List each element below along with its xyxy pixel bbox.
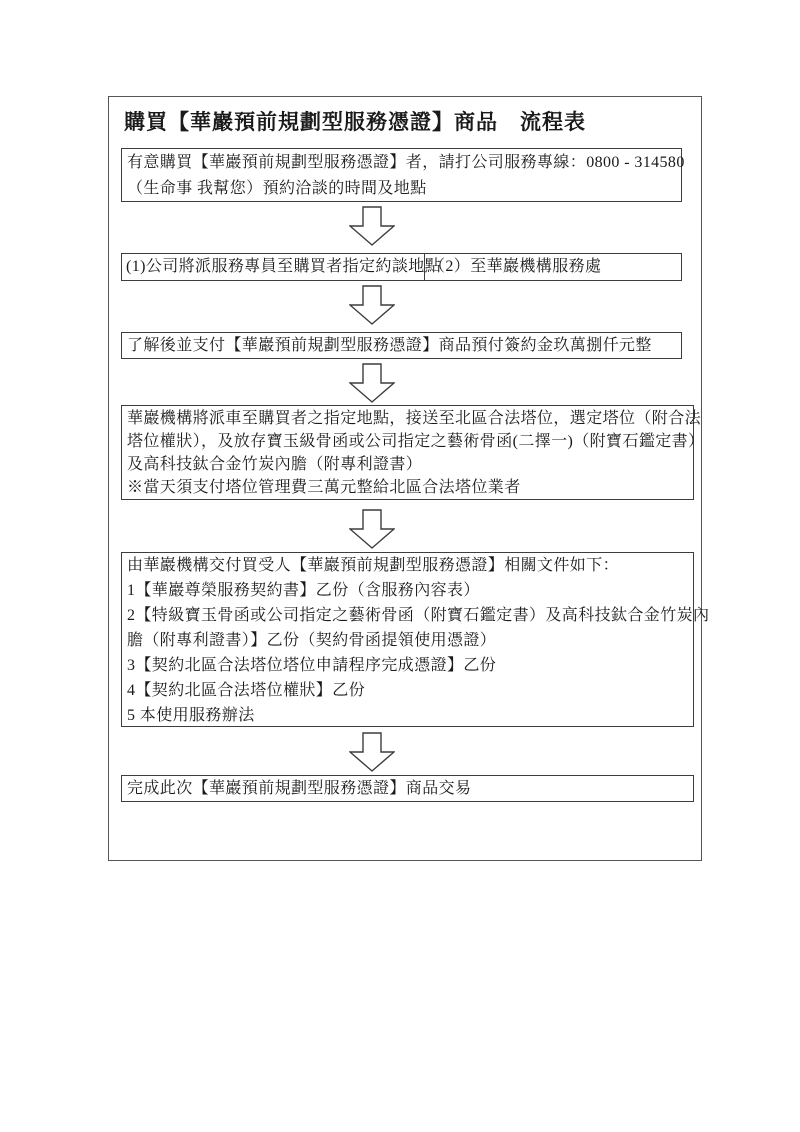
step-documents-line-3: 2【特級寶玉骨函或公司指定之藝術骨函（附寶石鑑定書）及高科技鈦合金竹炭內 [127, 607, 710, 624]
step-documents-line-6: 4【契約北區合法塔位權狀】乙份 [127, 682, 366, 699]
step-site-visit-box [121, 405, 705, 500]
down-arrow-icon [349, 732, 395, 772]
step-documents-line-7: 5 本使用服務辦法 [127, 707, 255, 724]
step-documents-box [121, 552, 710, 727]
step-documents-line-5: 3【契約北區合法塔位塔位申請程序完成憑證】乙份 [127, 657, 497, 674]
step-complete-box [121, 775, 694, 802]
step-contact-line-2: （生命事 我幫您）預約洽談的時間及地點 [127, 180, 427, 197]
step-site-visit-line-2: 塔位權狀），及放存寶玉級骨函或公司指定之藝術骨函(二擇一)（附寶石鑑定書） [127, 433, 705, 450]
down-arrow-icon [349, 363, 395, 403]
step-contact-line-1: 有意購買【華巖預前規劃型服務憑證】者，請打公司服務專線：0800 - 314580 [127, 154, 685, 171]
step-meeting-option-2: （2）至華巖機構服務處 [429, 258, 602, 275]
step-payment-box [121, 332, 682, 359]
step-complete-text: 完成此次【華巖預前規劃型服務憑證】商品交易 [127, 780, 472, 797]
down-arrow-icon [349, 509, 395, 549]
step-meeting-option-1: (1)公司將派服務專員至購買者指定約談地點 [122, 254, 425, 280]
step-site-visit-line-1: 華巖機構將派車至購買者之指定地點，接送至北區合法塔位，選定塔位（附合法 [127, 410, 702, 427]
step-meeting-box [121, 253, 682, 281]
page-title: 購買【華巖預前規劃型服務憑證】商品 流程表 [124, 110, 586, 134]
step-payment-text: 了解後並支付【華巖預前規劃型服務憑證】商品預付簽約金玖萬捌仟元整 [127, 337, 652, 354]
step-site-visit-line-4: ※當天須支付塔位管理費三萬元整給北區合法塔位業者 [127, 479, 521, 496]
step-documents-line-4: 膽（附專利證書）】乙份（契約骨函提領使用憑證） [127, 632, 497, 649]
step-contact-box [121, 148, 685, 202]
down-arrow-icon [349, 285, 395, 325]
down-arrow-icon [349, 206, 395, 246]
step-documents-line-2: 1【華巖尊榮服務契約書】乙份（含服務內容表） [127, 582, 480, 599]
step-documents-line-1: 由華巖機構交付買受人【華巖預前規劃型服務憑證】相關文件如下： [127, 557, 620, 574]
step-site-visit-line-3: 及高科技鈦合金竹炭內膽（附專利證書） [127, 456, 423, 473]
flowchart-frame [108, 96, 710, 861]
